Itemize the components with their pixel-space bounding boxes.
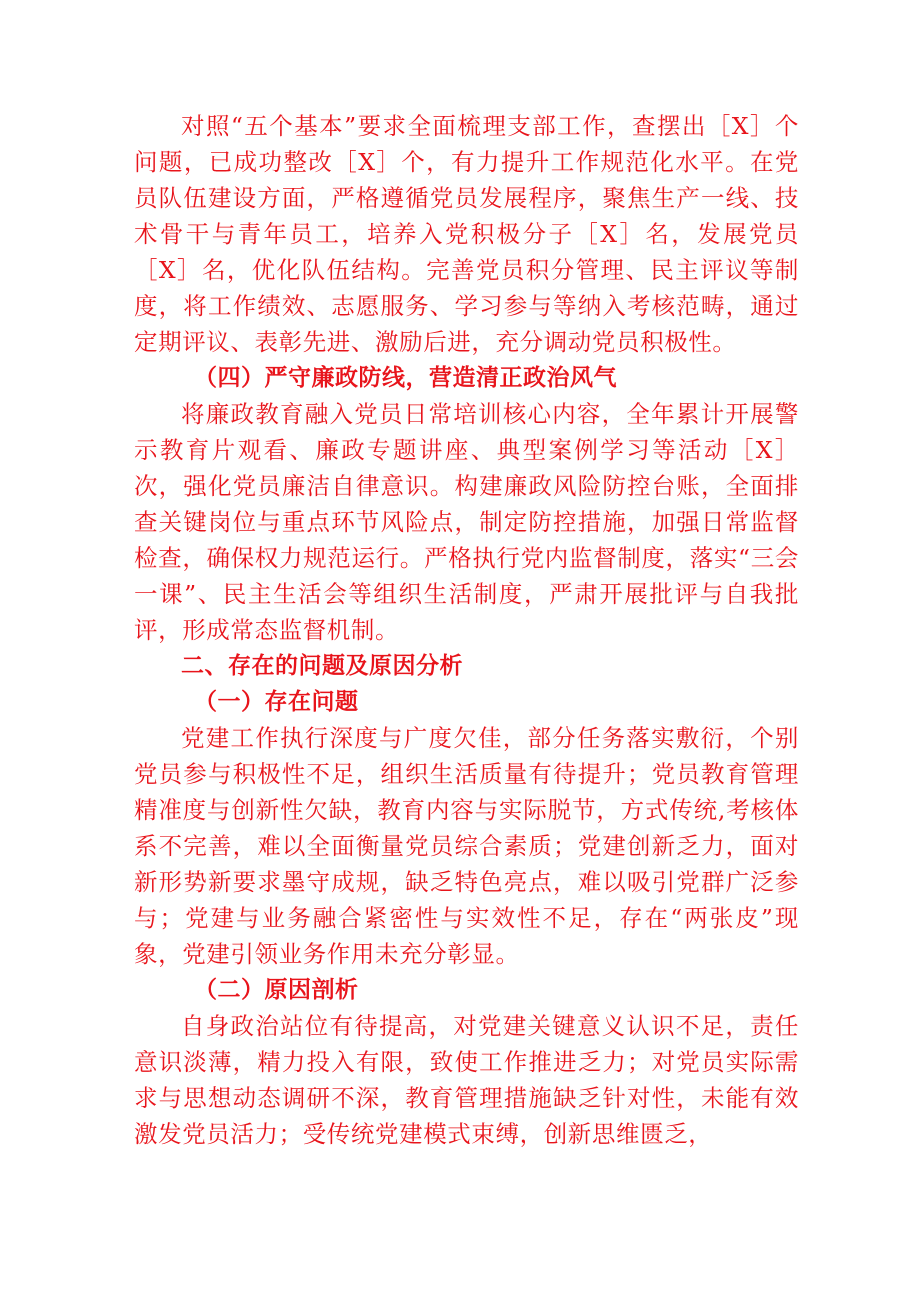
paragraph-cause-analysis: 自身政治站位有待提高，对党建关键意义认识不足，责任意识淡薄，精力投入有限，致使工作推进乏力；对党员实际需求与思想动态调研不深，教育管理措施缺乏针对性，未能有效激发党员活力；受传统党建模式束缚，创新思维匮乏， [134,1012,799,1148]
heading-problems-and-causes: 二、存在的问题及原因分析 [181,653,463,679]
heading-integrity-defense: （四）严守廉政防线，营造清正政治风气 [194,365,617,391]
paragraph-work-review: 对照“五个基本”要求全面梳理支部工作，查摆出［X］个问题，已成功整改［X］个，有力提升工作规范化水平。在党员队伍建设方面，严格遵循党员发展程序，聚焦生产一线、技术骨干与青年员工，培养入党积极分子［X］名，发展党员［X］名，优化队伍结构。完善党员积分管理、民主评议等制度，将工作绩效、志愿服务、学习参与等纳入考核范畴，通过定期评议、表彰先进、激励后进，充分调动党员积极性。 [134,112,799,356]
heading-cause-analysis: （二）原因剖析 [194,977,359,1003]
paragraph-integrity-education: 将廉政教育融入党员日常培训核心内容，全年累计开展警示教育片观看、廉政专题讲座、典型案例学习等活动［X］次，强化党员廉洁自律意识。构建廉政风险防控台账，全面排查关键岗位与重点环节风险点，制定防控措施，加强日常监督检查，确保权力规范运行。严格执行党内监督制度，落实“三会一课”、民主生活会等组织生活制度，严肃开展批评与自我批评，形成常态监督机制。 [134,400,799,644]
heading-existing-problems: （一）存在问题 [194,689,359,715]
document-body [134,108,799,1152]
paragraph-existing-problems: 党建工作执行深度与广度欠佳，部分任务落实敷衍，个别党员参与积极性不足，组织生活质量有待提升；党员教育管理精准度与创新性欠缺，教育内容与实际脱节，方式传统,考核体系不完善，难以全面衡量党员综合素质；党建创新乏力，面对新形势新要求墨守成规，缺乏特色亮点，难以吸引党群广泛参与；党建与业务融合紧密性与实效性不足，存在“两张皮”现象，党建引领业务作用未充分彰显。 [134,724,799,968]
